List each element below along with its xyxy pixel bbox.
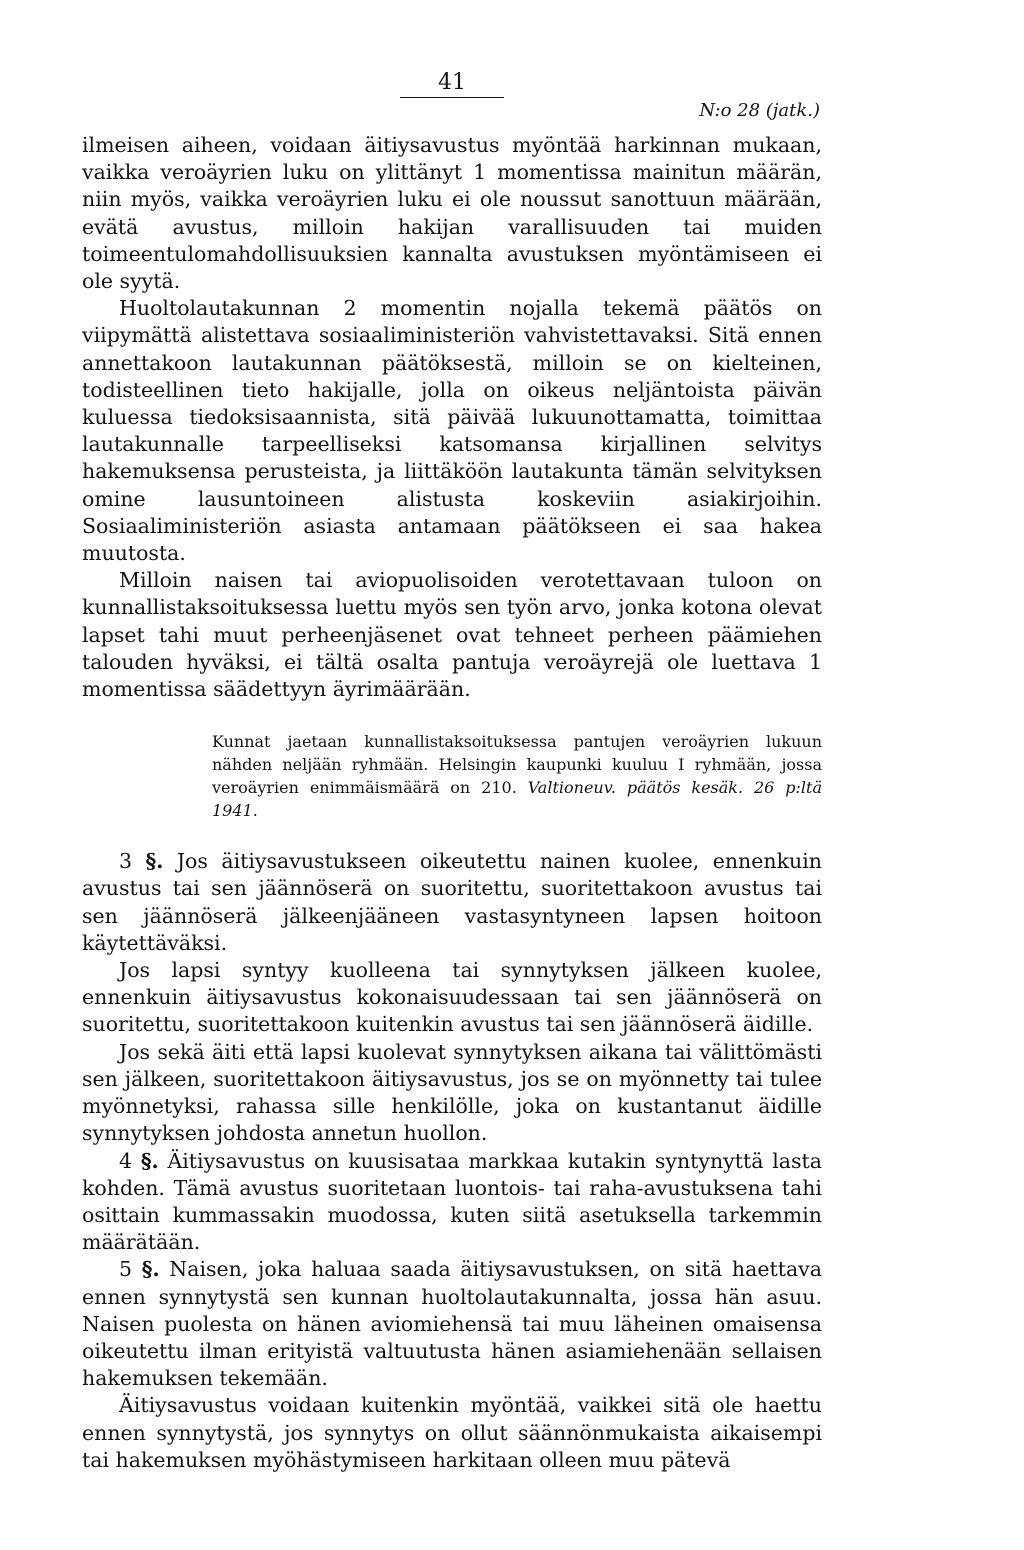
page-number-rule bbox=[400, 97, 504, 98]
note-source: Valtioneuv. päätös kesäk. 26 p:ltä 1941. bbox=[212, 778, 823, 821]
section-4-number: 4 bbox=[119, 1148, 133, 1173]
section-3-number: 3 bbox=[119, 849, 133, 874]
section-3-sign: §. bbox=[145, 849, 164, 874]
section-3-paragraph-2: Jos lapsi syntyy kuolleena tai synnytyksen jälkeen kuolee, ennenkuin äitiysavustus kokonaisuudessaan tai sen jäännöserä on suoritettu, suoritettakoon kuitenkin avustus tai sen jäännöserä äidille. bbox=[82, 958, 822, 1037]
section-5-paragraph-1 bbox=[82, 1256, 822, 1392]
section-5-sign: §. bbox=[141, 1257, 160, 1282]
paragraph-household-work: Milloin naisen tai aviopuolisoiden verotettavaan tuloon on kunnallistaksoituksessa luettu myös sen työn arvo, jonka kotona olevat lapset tahi muut perheenjäsenet ovat tehneet perheen päämiehen talouden hyväksi, ei tältä osalta pantuja veroäyrejä ole luettava 1 momentissa säädettyyn äyrimäärään. bbox=[82, 568, 822, 702]
section-3-paragraph-3: Jos sekä äiti että lapsi kuolevat synnytyksen aikana tai välittömästi sen jälkeen, suoritettakoon äitiysavustus, jos se on myönnetty tai tulee myönnetyksi, rahassa sille henkilölle, joka on kustantanut äidille synnytyksen johdosta annetun huollon. bbox=[82, 1039, 822, 1146]
page-number: 41 bbox=[438, 70, 466, 95]
section-3-paragraph-1 bbox=[82, 848, 822, 957]
paragraph-continuation: ilmeisen aiheen, voidaan äitiysavustus myöntää harkinnan mukaan, vaikka veroäyrien luku on ylittänyt 1 momentissa mainitun määrän, niin myös, vaikka veroäyrien luku ei ole noussut sanottuun määrään, evätä avustus, milloin hakijan varallisuuden tai muiden toimeentulomahdollisuuksien kannalta avustuksen myöntämiseen ei ole syytä. bbox=[82, 133, 822, 294]
section-4-text-1: Äitiysavustus on kuusisataa markkaa kutakin syntynyttä lasta kohden. Tämä avustus suoritetaan luontois- tai raha-avustuksena tahi osittain kummassakin muodossa, kuten siitä asetuksella tarkemmin määrätään. bbox=[82, 1148, 822, 1255]
section-3-text-1: Jos äitiysavustukseen oikeutettu nainen kuolee, ennenkuin avustus tai sen jäännöserä on suoritettu, suoritettakoon avustus tai sen jäännöserä jälkeenjääneen vastasyntyneen lapsen hoitoon käytettäväksi. bbox=[82, 849, 822, 955]
document-body bbox=[82, 132, 822, 1474]
running-head: N:o 28 (jatk.) bbox=[699, 100, 820, 121]
section-5-paragraph-2: Äitiysavustus voidaan kuitenkin myöntää, vaikkei sitä ole haettu ennen synnytystä, jos synnytys on ollut säännönmukaista aikaisempi tai hakemuksen myöhästymiseen harkitaan olleen muu pätevä bbox=[82, 1393, 822, 1472]
section-4-paragraph-1 bbox=[82, 1148, 822, 1257]
section-5-text-1: Naisen, joka haluaa saada äitiysavustuksen, on sitä haettava ennen synnytystä sen kunnan huoltolautakunnalta, jossa hän asuu. Naisen puolesta on hänen aviomiehensä tai muu läheinen omaisensa oikeutettu ilman erityistä valtuutusta hänen asiamiehenään sellaisen hakemuksen tekemään. bbox=[82, 1257, 822, 1391]
editorial-note bbox=[82, 730, 822, 822]
section-4-sign: §. bbox=[140, 1148, 159, 1173]
note-text: Kunnat jaetaan kunnallistaksoituksessa pantujen veroäyrien lukuun nähden neljään ryhmään. Helsingin kaupunki kuuluu I ryhmään, jossa veroäyrien enimmäismäärä on 210. bbox=[212, 732, 822, 798]
section-5-number: 5 bbox=[119, 1257, 133, 1282]
paragraph-appeal-procedure: Huoltolautakunnan 2 momentin nojalla tekemä päätös on viipymättä alistettava sosiaaliministeriön vahvistettavaksi. Sitä ennen annettakoon lautakunnan päätöksestä, milloin se on kielteinen, todisteellinen tieto hakijalle, jolla on oikeus neljäntoista päivän kuluessa tiedoksisaannista, sitä päivää lukuunottamatta, toimittaa lautakunnalle tarpeelliseksi katsomansa kirjallinen selvitys hakemuksensa perusteista, ja liittäköön lautakunta tämän selvityksen omine lausuntoineen alistusta koskeviin asiakirjoihin. Sosiaaliministeriön asiasta antamaan päätökseen ei saa hakea muutosta. bbox=[82, 296, 822, 566]
document-page bbox=[82, 0, 822, 1550]
